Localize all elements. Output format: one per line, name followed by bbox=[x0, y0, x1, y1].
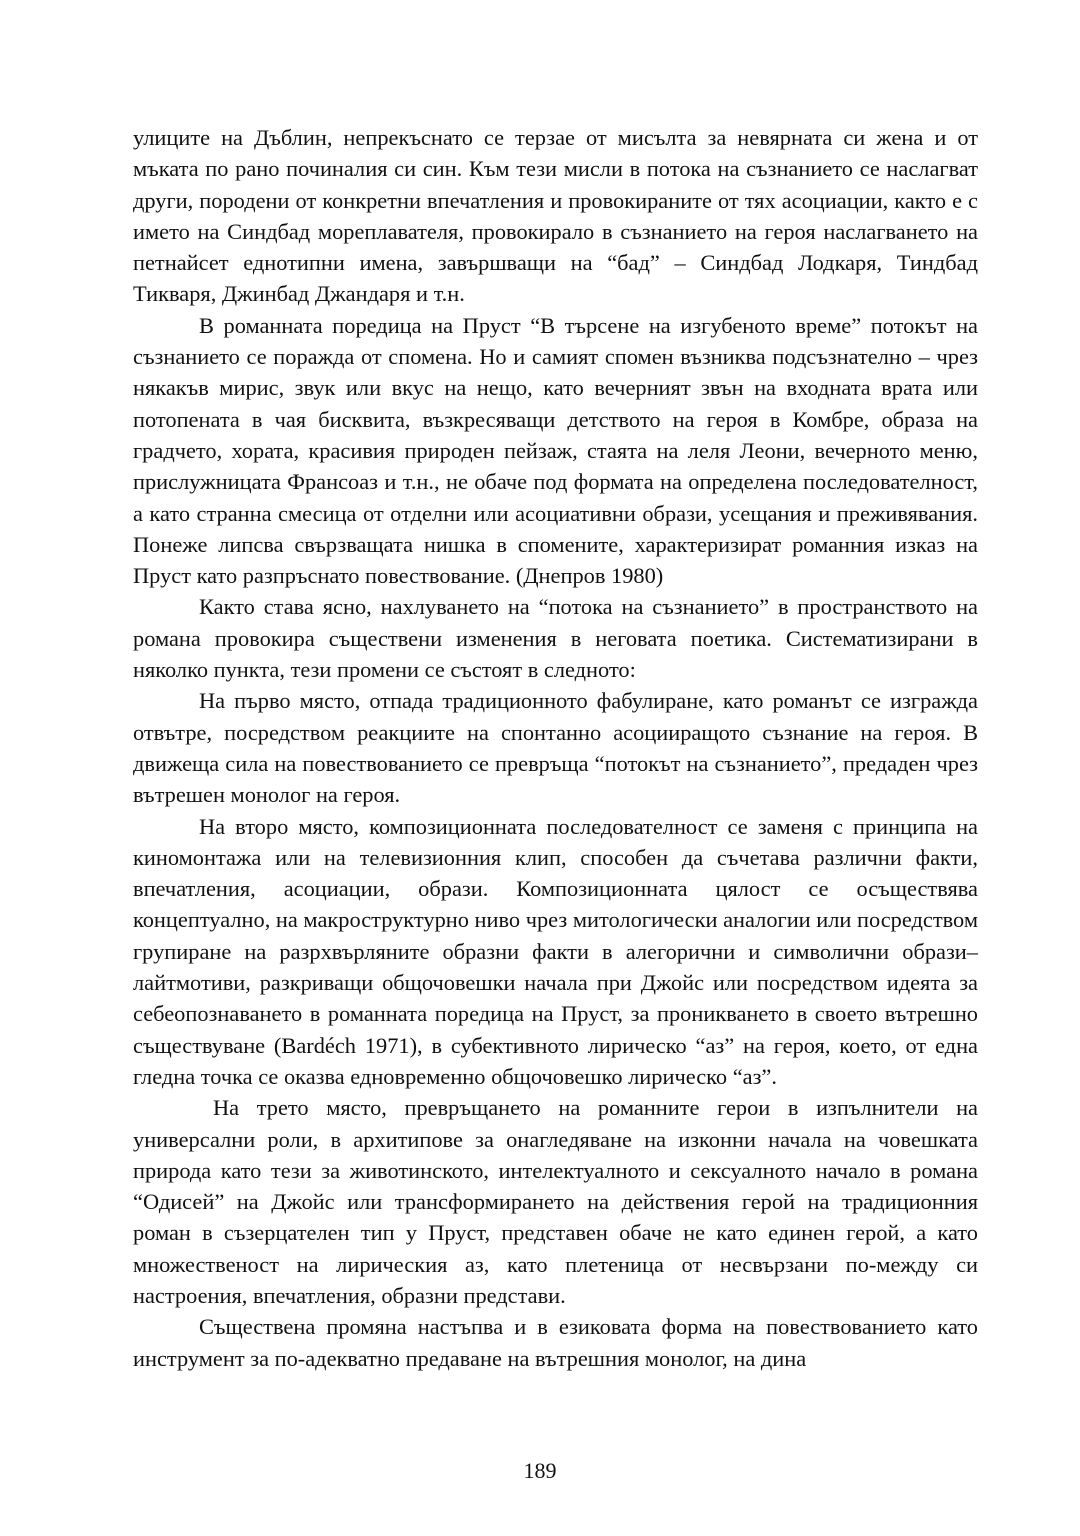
page-body bbox=[133, 122, 978, 1374]
paragraph-second-point: На второ място, композиционната последователност се заменя с принципа на киномонтажа или на телевизионния клип, способен да съчетава различни факти, впечатления, асоциации, образи. Композиционната цялост се осъществява концептуално, на макроструктурно ниво чрез митологически аналогии или посредством групиране на разрхвърляните образни факти в алегорични и символични образи–лайтмотиви, разкриващи общочовешки начала при Джойс или посредством идеята за себеопознаването в романната поредица на Пруст, за проникването в своето вътрешно съществуване (Bardéch 1971), в субективното лирическо “аз” на героя, което, от една гледна точка се оказва едновременно общочовешко лирическо “аз”. bbox=[133, 813, 978, 1089]
paragraph-third-point: На трето място, превръщането на романните герои в изпълнители на универсални роли, в архитипове за онагледяване на изконни начала на човешката природа като тези за животинското, интелектуалното и сексуалното начало в романа “Одисей” на Джойс или трансформирането на действения герой на традиционния роман в съзерцателен тип у Пруст, представен обаче не като единен герой, а като множественост на лирическия аз, като плетеница от несвързани по-между си настроения, впечатления, образни представи. bbox=[133, 1095, 978, 1308]
paragraph-language-form: Съществена промяна настъпва и в езиковата форма на повествованието като инструмент за по-адекватно предаване на вътрешния монолог, на дина bbox=[133, 1314, 978, 1371]
paragraph-first-point: На първо място, отпада традиционното фабулиране, като романът се изгражда отвътре, посредством реакциите на спонтанно асоцииращото съзнание на героя. В движеща сила на повествованието се превръща “потокът на съзнанието”, предаден чрез вътрешен монолог на героя. bbox=[133, 688, 978, 808]
paragraph-continuation: улиците на Дъблин, непрекъснато се терзае от мисълта за невярната си жена и от мъката по рано починалия си син. Към тези мисли в потока на съзнанието се наслагват други, породени от конкретни впечатления и провокираните от тях асоциации, както е с името на Синдбад мореплавателя, провокирало в съзнанието на героя наслагването на петнайсет еднотипни имена, завършващи на “бад” – Синдбад Лодкаря, Тиндбад Тикваря, Джинбад Джандаря и т.н. bbox=[133, 125, 978, 307]
paragraph-proust: В романната поредица на Пруст “В търсене на изгубеното време” потокът на съзнанието се поражда от спомена. Но и самият спомен възниква подсъзнателно – чрез някакъв мирис, звук или вкус на нещо, като вечерният звън на входната врата или потопената в чая бисквита, възкресяващи детството на героя в Комбре, образа на градчето, хората, красивия природен пейзаж, стаята на леля Леони, вечерното меню, прислужницата Франсоаз и т.н., не обаче под формата на определена последователност, а като странна смесица от отделни или асоциативни образи, усещания и преживявания. Понеже липсва свързващата нишка в спомените, характеризират романния изказ на Пруст като разпръснато повествование. (Днепров 1980) bbox=[133, 312, 978, 589]
page-number: 189 bbox=[523, 1458, 557, 1483]
paragraph-stream-of-consciousness: Както става ясно, нахлуването на “потока на съзнанието” в пространството на романа провокира съществени изменения в неговата поетика. Систематизирани в няколко пункта, тези промени се състоят в следното: bbox=[133, 594, 978, 683]
